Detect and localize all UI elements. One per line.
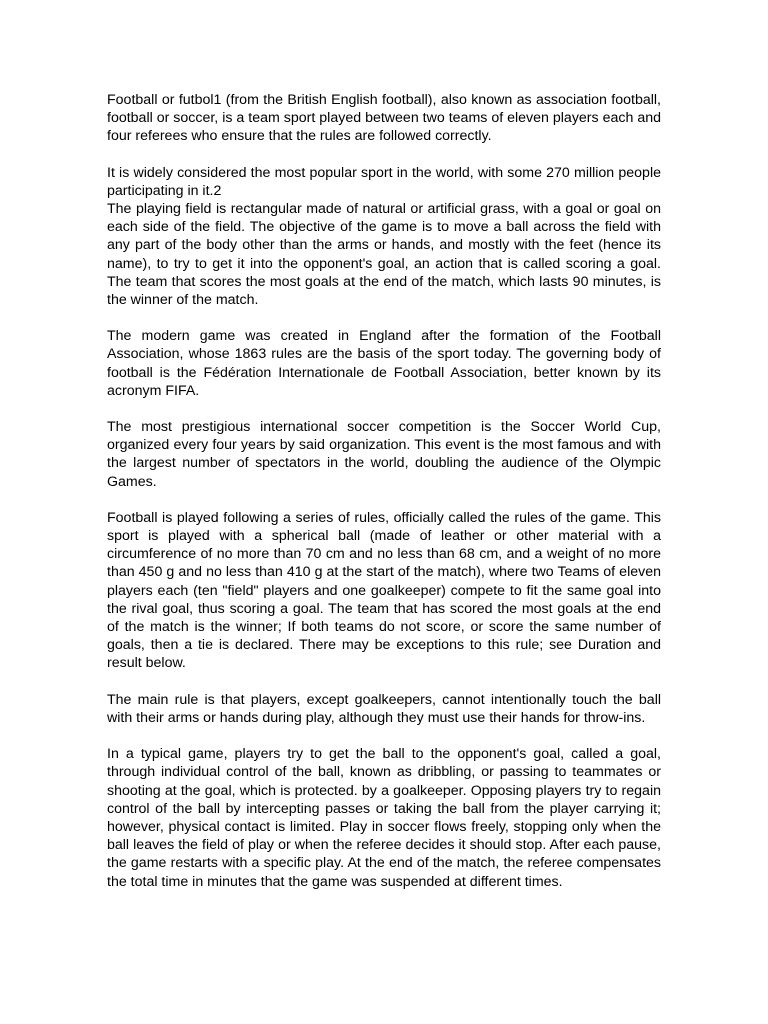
paragraph-rules: Football is played following a series of rules, officially called the rules of the game. This sport is played with a spherical ball (made of leather or other material with a circumference of no more than 70 cm and no less than 68 cm, and a weight of no more than 450 g and no less than 410 g at the start of the match), where two Teams of eleven players each (ten "field" players and one goalkeeper) compete to fit the same goal into the rival goal, thus scoring a goal. The team that has scored the most goals at the end of the match is the winner; If both teams do not score, or score the same number of goals, then a tie is declared. There may be exceptions to this rule; see Duration and result below. <box>107 509 661 672</box>
paragraph-typical-game: In a typical game, players try to get the ball to the opponent's goal, called a goal, through individual control of the ball, known as dribbling, or passing to teammates or shooting at the goal, which is protected. by a goalkeeper. Opposing players try to regain control of the ball by intercepting passes or taking the ball from the player carrying it; however, physical contact is limited. Play in soccer flows freely, stopping only when the ball leaves the field of play or when the referee decides it should stop. After each pause, the game restarts with a specific play. At the end of the match, the referee compensates the total time in minutes that the game was suspended at different times. <box>107 746 661 890</box>
paragraph-main-rule: The main rule is that players, except goalkeepers, cannot intentionally touch the ball with their arms or hands during play, although they must use their hands for throw-ins. <box>107 691 661 726</box>
paragraph-world-cup: The most prestigious international soccer competition is the Soccer World Cup, organized every four years by said organization. This event is the most famous and with the largest number of spectators in the world, doubling the audience of the Olympic Games. <box>107 419 661 490</box>
document-page <box>107 91 661 909</box>
paragraph-popularity: It is widely considered the most popular sport in the world, with some 270 million people participating in it.2 <box>107 164 661 199</box>
paragraph-playing-field: The playing field is rectangular made of natural or artificial grass, with a goal or goal on each side of the field. The objective of the game is to move a ball across the field with any part of the body other than the arms or hands, and mostly with the feet (hence its name), to try to get it into the opponent's goal, an action that is called scoring a goal. The team that scores the most goals at the end of the match, which lasts 90 minutes, is the winner of the match. <box>107 201 661 309</box>
paragraph-intro: Football or futbol1 (from the British English football), also known as association football, football or soccer, is a team sport played between two teams of eleven players each and four referees who ensure that the rules are followed correctly. <box>107 92 661 145</box>
paragraph-history: The modern game was created in England after the formation of the Football Association, whose 1863 rules are the basis of the sport today. The governing body of football is the Fédération Internationale de Football Association, better known by its acronym FIFA. <box>107 328 661 399</box>
